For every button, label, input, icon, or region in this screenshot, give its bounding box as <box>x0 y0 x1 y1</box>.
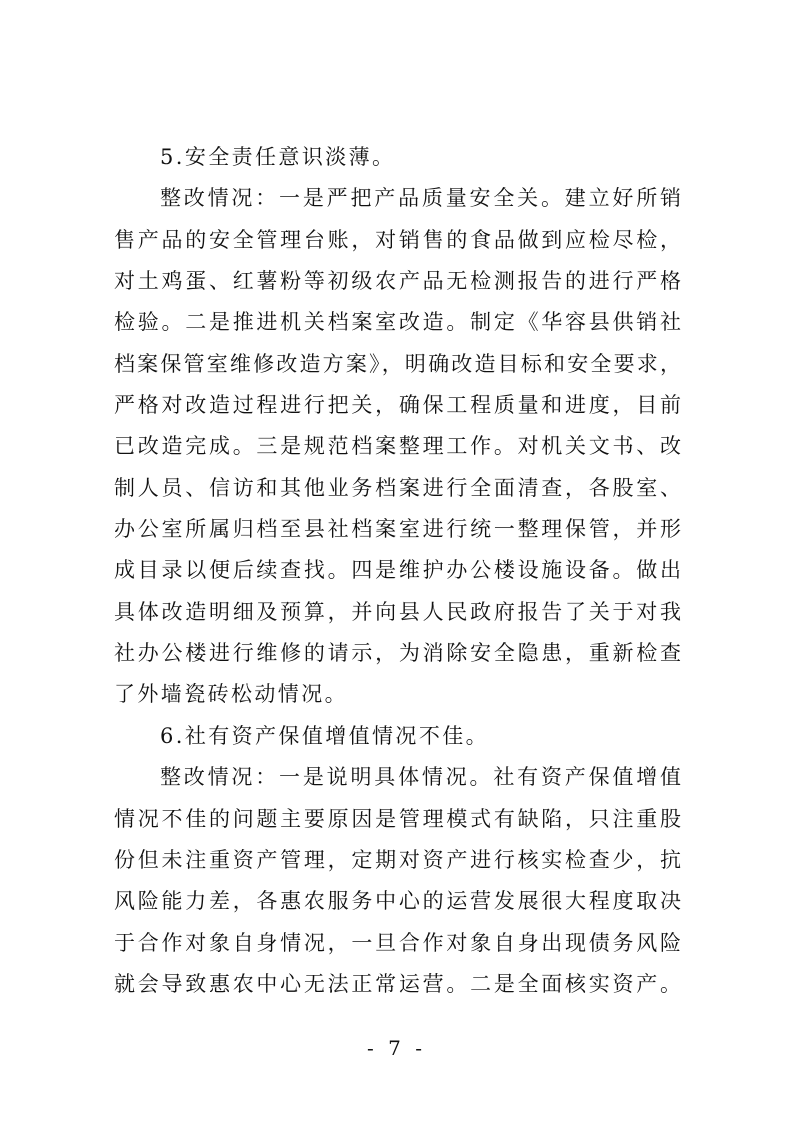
text-line: 社办公楼进行维修的请示，为消除安全隐患，重新检查 <box>114 641 682 666</box>
text-line: 于合作对象自身情况，一旦合作对象自身出现债务风险 <box>114 930 682 955</box>
text-line: 整改情况：一是严把产品质量安全关。建立好所销 <box>160 186 682 211</box>
page-number: - 7 - <box>367 1036 426 1060</box>
text-line: 档案保管室维修改造方案》，明确改造目标和安全要求， <box>114 351 682 376</box>
text-line: 制人员、信访和其他业务档案进行全面清查，各股室、 <box>114 475 682 500</box>
body-text <box>114 137 682 1005</box>
text-line: 办公室所属归档至县社档案室进行统一整理保管，并形 <box>114 517 682 542</box>
text-line: 严格对改造过程进行把关，确保工程质量和进度，目前 <box>114 393 682 418</box>
text-line: 成目录以便后续查找。四是维护办公楼设施设备。做出 <box>114 558 682 583</box>
text-line: 具体改造明细及预算，并向县人民政府报告了关于对我 <box>114 599 682 624</box>
text-line: 已改造完成。三是规范档案整理工作。对机关文书、改 <box>114 434 682 459</box>
text-line: 检验。二是推进机关档案室改造。制定《华容县供销社 <box>114 310 682 335</box>
text-line: 情况不佳的问题主要原因是管理模式有缺陷，只注重股 <box>114 806 682 831</box>
text-line: 份但未注重资产管理，定期对资产进行核实检查少，抗 <box>114 847 682 872</box>
text-line: 5.安全责任意识淡薄。 <box>160 145 396 169</box>
text-line: 就会导致惠农中心无法正常运营。二是全面核实资产。 <box>114 971 682 996</box>
text-line: 了外墙瓷砖松动情况。 <box>114 682 348 707</box>
text-line: 风险能力差，各惠农服务中心的运营发展很大程度取决 <box>114 889 682 914</box>
text-line: 6.社有资产保值增值情况不佳。 <box>160 723 490 748</box>
text-line: 整改情况：一是说明具体情况。社有资产保值增值 <box>160 765 682 790</box>
text-line: 售产品的安全管理台账，对销售的食品做到应检尽检， <box>114 227 682 252</box>
text-line: 对土鸡蛋、红薯粉等初级农产品无检测报告的进行严格 <box>114 269 682 294</box>
